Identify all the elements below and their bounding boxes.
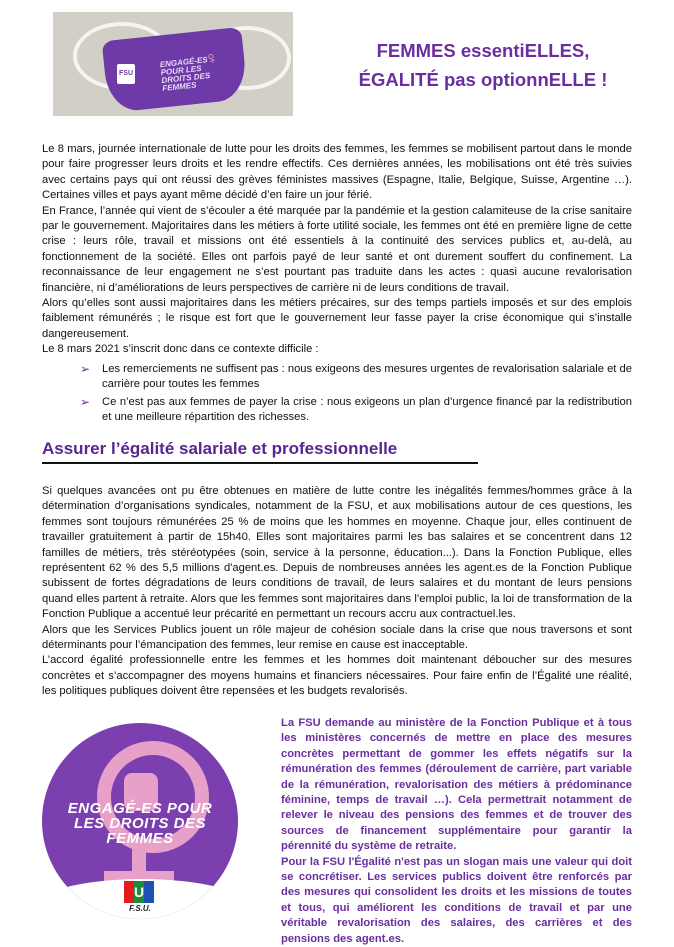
section-paragraph: Alors que les Services Publics jouent un rôle majeur de cohésion sociale dans la crise que nous traversons et sont déterminants pour l’émancipation des femmes, leur remise en cause est inacceptable. [42, 623, 632, 652]
demand-paragraph: Pour la FSU l'Égalité n'est pas un slogan mais une valeur qui doit se concrétiser. Les services publics doivent être renforcés par des mesures qui consolident les droits et les missions de toutes et tous, qui améliorent les conditions de travail et par une véritable revalorisation des salaires, des carrières et des pensions des agent.es. [281, 855, 632, 945]
arrow-bullet-icon: ➢ [80, 394, 91, 409]
fsu-logo-text: F.S.U. [129, 904, 151, 913]
bullet-list [80, 362, 632, 428]
intro-paragraph: Le 8 mars, journée internationale de lutte pour les droits des femmes, les femmes se mobilisent partout dans le monde pour faire progresser leurs droits et les rendre effectifs. Ces dernières années, les mobilisations ont été très suivies avec certains pays qui ont réussi des grèves féministes massives (Espagne, Italie, Belgique, Suisse, Argentine …). Certaines villes et pays ayant même décidé d’en faire un jour férié. [42, 143, 632, 202]
section-paragraph: Si quelques avancées ont pu être obtenues en matière de lutte contre les inégalités femmes/hommes grâce à la détermination d’organisations syndicales, notamment de la FSU, et aux mobilisations autour de ces questions, les femmes sont toujours rémunérées 25 % de moins que les hommes en moyenne. Chaque jour, elles continuent de travailler gratuitement à partir de 15h40. Elles sont majoritaires parmi les bas salaires et se concentrent dans 12 familles de métiers, très stéréotypées (soin, service à la personne, éducation...). Dans la Fonction Publique, elles représentent 62 % des 5,5 millions d'agent.es. Depuis de nombreuses années les agent.es de la Fonction Publique subissent de fortes dégradations de leurs conditions de travail, de leurs salaires et du montant de leurs pensions quand elles partent à retraite. Alors que les femmes sont majoritaires dans l’emploi public, la loi de transformation de la Fonction Publique a accentué leur précarité en permettant un recours accru aux contractuel.les. [42, 485, 632, 621]
demand-paragraph: La FSU demande au ministère de la Fonction Publique et à tous les ministères concernés de mettre en place des mesures concrètes permettant de gommer les effets négatifs sur la rémunération des femmes (déroulement de carrière, part variable de la rémunération, revalorisation des métiers à prédominance féminine, temps de travail …). Cela permettrait notamment de relever le niveau des pensions des femmes et de trouver des sources de financement supplémentaire pour garantir la pérennité du système de retraite. [281, 717, 632, 853]
badge-slogan: ENGAGÉ-ES POUR LES DROITS DES FEMMES [67, 800, 213, 847]
fsu-demand-text [281, 716, 632, 947]
section-body [42, 484, 632, 700]
title-line-1: FEMMES essentiELLES, [376, 40, 590, 61]
bullet-text: Ce n’est pas aux femmes de payer la crise : nous exigeons un plan d’urgence financé par la redistribution et une meilleure répartition des richesses. [102, 395, 632, 424]
campaign-badge [42, 723, 238, 919]
mask-photo [53, 12, 293, 116]
fsu-logo-icon: U [124, 881, 154, 903]
mask-logo: FSU [117, 64, 135, 84]
venus-symbol-icon: ♀ [201, 46, 222, 70]
list-item [80, 362, 632, 393]
intro-text [42, 142, 632, 358]
intro-paragraph: Le 8 mars 2021 s’inscrit donc dans ce contexte difficile : [42, 343, 319, 356]
arrow-bullet-icon: ➢ [80, 362, 91, 376]
list-item [80, 395, 632, 426]
section-heading: Assurer l’égalité salariale et professionnelle [42, 439, 478, 464]
section-paragraph: L’accord égalité professionnelle entre les femmes et les hommes doit maintenant déboucher sur des mesures concrètes et s’accompagner des moyens humains et financiers nécessaires. Pour faire enfin de l’Égalité une réalité, les politiques publiques doivent être repensées et les budgets revalorisés. [42, 654, 632, 698]
page-title [318, 36, 648, 94]
bullet-text: Les remerciements ne suffisent pas : nous exigeons des mesures urgentes de revalorisation salariale et de carrière pour toutes les femmes [102, 363, 632, 391]
intro-paragraph: Alors qu’elles sont aussi majoritaires dans les métiers précaires, sur des temps partiels imposés et sur des emplois faiblement rémunérés ; le risque est fort que le gouvernement leur fasse payer la crise économique qui s’installe dangereusement. [42, 297, 632, 340]
intro-paragraph: En France, l’année qui vient de s’écouler a été marquée par la pandémie et la gestion calamiteuse de la crise sanitaire par le gouvernement. Majoritaires dans les métiers à forte utilité sociale, les femmes ont été en première ligne de cette crise : leurs rôle, travail et missions ont été essentiels à la continuité des services publics et, au-delà, au fonctionnement de la société. Elles ont parfois payé de leur santé et ont durement souffert du confinement. La reconnaissance de leur engagement ne s’est pourtant pas traduite dans les actes : quasi aucune revalorisation financière, ni d’améliorations de leurs perspectives de carrière ni de leurs conditions de travail. [42, 204, 632, 294]
title-line-2: ÉGALITÉ pas optionnELLE ! [358, 69, 608, 90]
mask-text: ENGAGÉ-ES POUR LES DROITS DES FEMMES [159, 55, 211, 94]
